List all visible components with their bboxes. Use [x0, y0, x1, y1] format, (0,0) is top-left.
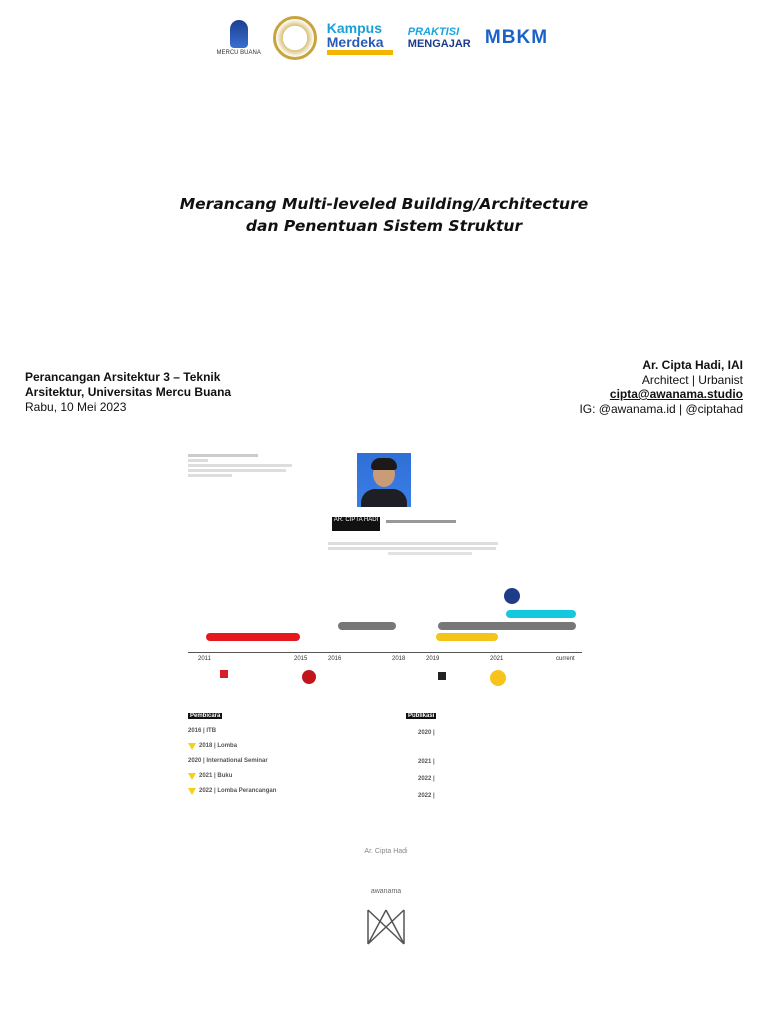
city-emblem-icon	[504, 588, 520, 604]
speaker-role: Architect | Urbanist	[641, 372, 743, 387]
timeline-year: 2011	[198, 656, 211, 662]
itb-emblem-icon	[302, 670, 316, 684]
umb-logo	[214, 14, 263, 62]
cv-contact-line	[188, 469, 286, 472]
cv-timeline-axis	[188, 652, 582, 653]
umb-logo-mark-icon	[230, 20, 248, 48]
list-item: 2020 |	[418, 730, 435, 736]
kampus-merdeka-line1: Kampus	[326, 20, 382, 36]
cv-image	[180, 450, 590, 845]
mbkm-logo: MBKM	[484, 27, 549, 48]
timeline-bar-cyan	[506, 610, 576, 618]
cv-about-line	[328, 547, 496, 550]
kampus-merdeka-line2: Merdeka	[326, 34, 384, 50]
timeline-year: current	[556, 656, 575, 662]
course-info	[25, 370, 265, 415]
trophy-icon	[188, 743, 196, 750]
speaker-social: IG: @awanama.id | @ciptahad	[579, 401, 743, 416]
iai-logo-icon	[438, 672, 446, 680]
timeline-year: 2016	[328, 656, 342, 662]
cv-right-list	[418, 730, 598, 800]
cv-left-list	[188, 728, 378, 795]
awanama-logo-svg	[364, 906, 408, 948]
cv-contact-block	[188, 452, 298, 479]
praktisi-mengajar-logo	[408, 14, 471, 62]
cv-about-block	[328, 540, 498, 557]
cv-contact-line	[188, 474, 232, 477]
document-title	[0, 193, 768, 237]
speaker-name: Ar. Cipta Hadi, IAI	[642, 358, 743, 372]
photo-shirt	[361, 489, 407, 507]
seal-logo	[271, 14, 318, 62]
umb-logo-text: MERCU BUANA	[216, 50, 261, 56]
title-line2: dan Penentuan Sistem Struktur	[245, 217, 523, 235]
praktisi-line2: MENGAJAR	[407, 38, 471, 50]
logo-strip	[214, 12, 554, 64]
cv-contact-line	[188, 464, 292, 467]
list-item: 2016 | ITB	[188, 728, 217, 734]
cv-name-box: AR. CIPTA HADI	[332, 517, 380, 531]
title-line1: Merancang Multi-leveled Building/Architecture	[179, 195, 589, 213]
list-item: 2022 | Lomba Perancangan	[188, 788, 378, 795]
kampus-merdeka-logo	[327, 14, 400, 62]
list-item: 2022 |	[418, 776, 435, 782]
timeline-bar-grey-2	[438, 622, 576, 630]
list-item: 2018 | Lomba	[188, 743, 378, 750]
cv-about-line	[388, 552, 472, 555]
cv-subtitle-line	[386, 520, 456, 523]
awanama-logo-icon	[364, 906, 408, 948]
kampus-merdeka-bar	[327, 50, 393, 55]
trophy-icon	[188, 788, 196, 795]
timeline-year: 2018	[392, 656, 406, 662]
list-item: 2022 |	[418, 793, 435, 799]
signature-text: Ar. Cipta Hadi	[364, 848, 408, 855]
cv-about-line	[328, 542, 498, 545]
timeline-bar-yellow	[436, 633, 498, 641]
timeline-year: 2021	[490, 656, 504, 662]
speaker-photo	[357, 453, 411, 507]
list-item: 2021 |	[418, 759, 435, 765]
cv-contact-line	[188, 459, 208, 462]
seal-icon	[273, 16, 317, 60]
course-date: Rabu, 10 Mei 2023	[25, 400, 127, 414]
list-item: 2021 | Buku	[188, 773, 378, 780]
timeline-year: 2019	[426, 656, 440, 662]
cv-contact-line	[188, 454, 258, 457]
cv-section-right-header: Publikasi	[408, 713, 435, 719]
trophy-icon	[188, 773, 196, 780]
praktisi-line1: PRAKTISI	[407, 26, 460, 38]
cv-section-left-header: Pembicara	[190, 713, 221, 719]
brand-text: awanama	[370, 888, 402, 895]
timeline-year: 2015	[294, 656, 308, 662]
timeline-bar-red	[206, 633, 300, 641]
photo-hair	[371, 458, 397, 470]
iai-emblem-icon	[490, 670, 506, 686]
speaker-info	[443, 358, 743, 416]
university-logo-icon	[220, 670, 228, 678]
course-line2: Arsitektur, Universitas Mercu Buana	[25, 385, 232, 399]
course-line1: Perancangan Arsitektur 3 – Teknik	[25, 370, 221, 384]
speaker-email-link[interactable]: cipta@awanama.studio	[609, 387, 743, 401]
timeline-bar-grey-1	[338, 622, 396, 630]
list-item: 2020 | International Seminar	[188, 758, 268, 764]
